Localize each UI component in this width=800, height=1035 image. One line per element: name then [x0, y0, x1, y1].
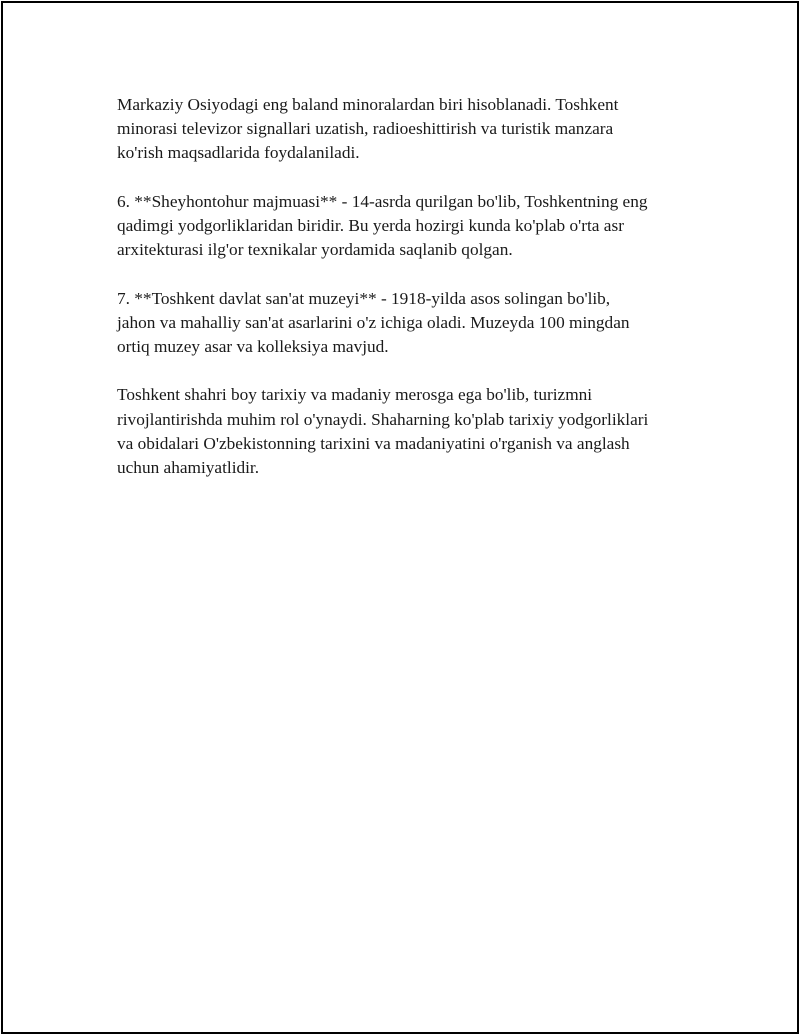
text-line: 6. **Sheyhontohur majmuasi** - 14-asrda qurilgan bo'lib, Toshkentning eng [117, 191, 648, 211]
text-line: jahon va mahalliy san'at asarlarini o'z ichiga oladi. Muzeyda 100 mingdan [117, 312, 630, 332]
text-line: ortiq muzey asar va kolleksiya mavjud. [117, 337, 389, 356]
text-line: Toshkent shahri boy tarixiy va madaniy merosga ega bo'lib, turizmni [117, 385, 593, 405]
paragraph-tower-continuation [117, 93, 707, 166]
paragraph-conclusion [117, 383, 707, 480]
text-line: qadimgi yodgorliklaridan biridir. Bu yerda hozirgi kunda ko'plab o'rta asr [117, 216, 624, 235]
text-line: rivojlantirishda muhim rol o'ynaydi. Shaharning ko'plab tarixiy yodgorliklari [117, 409, 649, 429]
paragraph-item-7 [117, 287, 707, 360]
document-body [117, 93, 707, 504]
text-line: va obidalari O'zbekistonning tarixini va madaniyatini o'rganish va anglash [117, 433, 630, 453]
text-line: uchun ahamiyatlidir. [117, 458, 260, 477]
text-line: minorasi televizor signallari uzatish, radioeshittirish va turistik manzara [117, 119, 614, 139]
text-line: Markaziy Osiyodagi eng baland minoralardan biri hisoblanadi. Toshkent [117, 95, 619, 114]
text-line: ko'rish maqsadlarida foydalaniladi. [117, 143, 360, 163]
text-line: arxitekturasi ilg'or texnikalar yordamida saqlanib qolgan. [117, 240, 513, 260]
paragraph-item-6 [117, 190, 707, 263]
text-line: 7. **Toshkent davlat san'at muzeyi** - 1918-yilda asos solingan bo'lib, [117, 288, 611, 308]
